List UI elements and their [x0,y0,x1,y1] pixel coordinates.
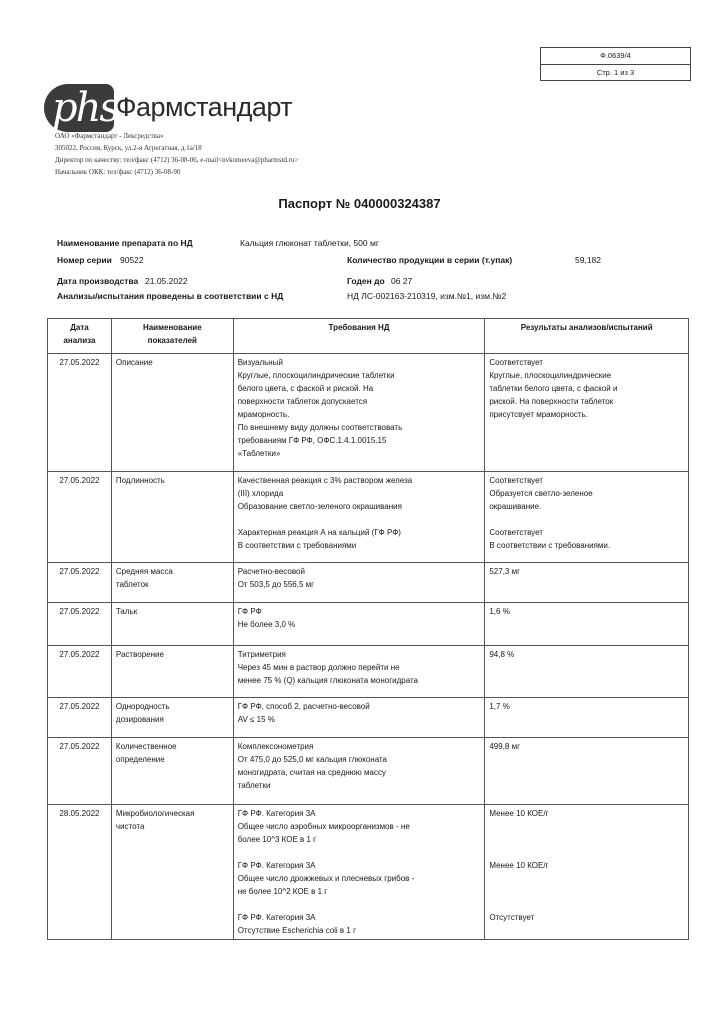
cell-requirement: ГФ РФ, способ 2, расчетно-весовой AV ≤ 15 % [233,698,485,738]
cell-date: 27.05.2022 [48,354,112,472]
cell-indicator: Микробиологическая чистота [111,805,233,940]
company-info [55,130,298,178]
expiry-value: 06 27 [391,276,413,286]
production-date-label: Дата производства [57,276,139,286]
page-counter: Стр. 1 из 3 [541,64,690,81]
cell-date: 27.05.2022 [48,563,112,603]
column-header-indicator: Наименование показателей [111,319,233,354]
company-line: Начальник ОКК: тел/факс (4712) 36-08-90 [55,168,181,176]
table-row [48,354,689,472]
table-row [48,646,689,698]
results-table [47,318,689,940]
cell-result: Соответствует Образуется светло-зеленое окрашивание. Соответствует В соответствии с требованиями. [485,472,689,563]
production-date-value: 21.05.2022 [145,276,188,286]
cell-requirement: ГФ РФ Не более 3,0 % [233,603,485,646]
cell-indicator: Тальк [111,603,233,646]
cell-date: 27.05.2022 [48,738,112,805]
cell-indicator: Средняя масса таблеток [111,563,233,603]
cell-indicator: Подлинность [111,472,233,563]
cell-result: 527,3 мг [485,563,689,603]
table-row [48,563,689,603]
table-row [48,603,689,646]
cell-requirement: Титриметрия Через 45 мин в раствор должно перейти не менее 75 % (Q) кальция глюконата моногидрата [233,646,485,698]
document-title: Паспорт № 040000324387 [278,196,441,211]
nd-label: Анализы/испытания проведены в соответствии с НД [57,291,284,301]
nd-value: НД ЛС-002163-210319, изм.№1, изм.№2 [347,291,507,301]
cell-result: Соответствует Круглые, плоскоцилиндрические таблетки белого цвета, с фаской и риской. На поверхности таблеток присутсвует мраморность. [485,354,689,472]
logo-name: Фармстандарт [116,92,293,122]
table-row [48,805,689,940]
cell-date: 27.05.2022 [48,698,112,738]
company-line: ОАО «Фармстандарт - Лексредства» [55,132,164,140]
cell-indicator: Растворение [111,646,233,698]
cell-requirement: Визуальный Круглые, плоскоцилиндрические таблетки белого цвета, с фаской и риской. На поверхности таблеток допускается мраморность. По внешнему виду должны соответствовать требованиям ГФ РФ, ОФС.1.4.1.0015.15 «Таблетки» [233,354,485,472]
cell-requirement: Расчетно-весовой От 503,5 до 556,5 мг [233,563,485,603]
cell-requirement: Комплексонометрия От 475,0 до 525,0 мг кальция глюконата моногидрата, считая на среднюю массу таблетки [233,738,485,805]
table-row [48,698,689,738]
cell-indicator: Количественное определение [111,738,233,805]
company-line: 305022, Россия, Курск, ул.2-я Агрегатная, д.1а/18 [55,144,202,152]
cell-date: 27.05.2022 [48,603,112,646]
quantity-value: 59,182 [575,255,601,265]
cell-date: 28.05.2022 [48,805,112,940]
column-header-date: Дата анализа [48,319,112,354]
column-header-requirement: Требования НД [233,319,485,354]
cell-result: 94,8 % [485,646,689,698]
cell-indicator: Однородность дозирования [111,698,233,738]
expiry-label: Годен до [347,276,385,286]
logo-mark [44,84,118,132]
table-header-row [48,319,689,354]
drug-name-value: Кальция глюконат таблетки, 500 мг [240,238,379,248]
quantity-label: Количество продукции в серии (т.упак) [347,255,513,265]
cell-date: 27.05.2022 [48,472,112,563]
cell-result: 499,8 мг [485,738,689,805]
cell-result: Менее 10 КОЕ/г Менее 10 КОЕ/г Отсутствует [485,805,689,940]
form-code-box [540,47,691,81]
table-row [48,738,689,805]
drug-name-label: Наименование препарата по НД [57,238,193,248]
cell-requirement: ГФ РФ. Категория 3А Общее число аэробных микроорганизмов - не более 10^3 КОЕ в 1 г ГФ РФ. Категория 3А Общее число дрожжевых и плесневых грибов - не более 10^2 КОЕ в 1 г ГФ РФ. Категория 3А Отсутствие Escherichia coli в 1 г [233,805,485,940]
company-line: Директор по качеству: тел/факс (4712) 36-08-06, e-mail<nvkomeeva@pharmstd.ru> [55,156,299,164]
cell-indicator: Описание [111,354,233,472]
series-value: 90522 [120,255,144,265]
cell-requirement: Качественная реакция с 3% раствором железа (III) хлорида Образование светло-зеленого окрашивания Характерная реакция А на кальций (ГФ РФ) В соответствии с требованиями [233,472,485,563]
cell-date: 27.05.2022 [48,646,112,698]
cell-result: 1,6 % [485,603,689,646]
column-header-result: Результаты анализов/испытаний [485,319,689,354]
table-row [48,472,689,563]
logo-mark-text: phs [52,85,118,131]
results-table-body [48,354,689,940]
form-code: Ф.0639/4 [600,51,631,60]
cell-result: 1,7 % [485,698,689,738]
series-label: Номер серии [57,255,112,265]
